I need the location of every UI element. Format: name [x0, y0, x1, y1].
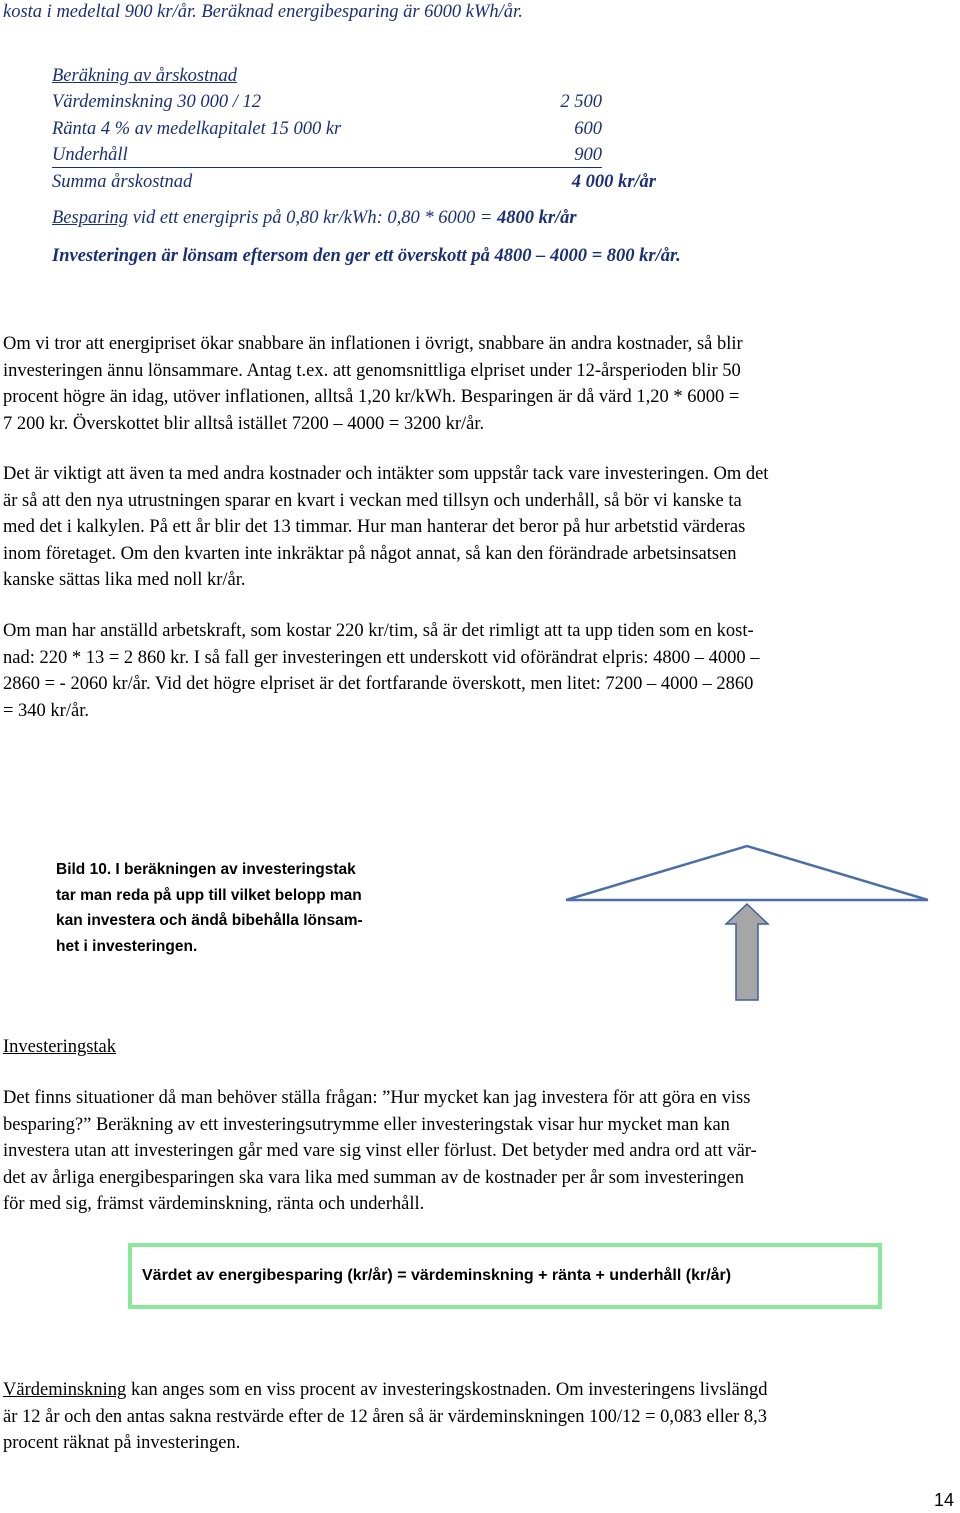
savings-prefix: Besparing [52, 208, 129, 228]
text-line: Det finns situationer då man behöver ställa frågan: ”Hur mycket kan jag investera för att göra en viss [3, 1088, 751, 1108]
calc-row-value: 600 [574, 119, 602, 139]
caption-line: het i investeringen. [56, 937, 198, 955]
text-line: 7 200 kr. Överskottet blir alltså istället 7200 – 4000 = 3200 kr/år. [3, 413, 485, 434]
text-line: investera utan att investeringen går med vare sig vinst eller förlust. Det betyder med andra ord att vär- [3, 1141, 757, 1161]
text-line: procent högre än idag, utöver inflationen, alltså 1,20 kr/kWh. Besparingen är då värd 1,20 * 6000 = [3, 387, 740, 407]
line-rest: kan anges som en viss procent av investeringskostnaden. Om investeringens livslängd [126, 1380, 768, 1400]
paragraph-depreciation [3, 1377, 958, 1457]
text-line [3, 1377, 958, 1404]
caption-line: Bild 10. I beräkningen av investeringstak [56, 861, 356, 878]
text-line: Det är viktigt att även ta med andra kostnader och intäkter som uppstår tack vare investeringen. Om det [3, 464, 769, 484]
savings-mid: vid ett energipris på 0,80 kr/kWh: 0,80 * 6000 = [128, 208, 497, 228]
caption-line: tar man reda på upp till vilket belopp man [56, 886, 362, 904]
calc-row-value: 2 500 [560, 92, 602, 112]
text-line: är 12 år och den antas sakna restvärde efter de 12 åren så är värdeminskningen 100/12 = 0,083 eller 8,3 [3, 1406, 768, 1427]
formula-box [128, 1243, 882, 1309]
calc-heading: Beräkning av årskostnad [52, 66, 237, 86]
conclusion-line: Investeringen är lönsam eftersom den ger ett överskott på 4800 – 4000 = 800 kr/år. [52, 246, 681, 266]
paragraph-energy-price [3, 331, 958, 437]
up-arrow-icon [726, 904, 768, 1000]
figure-caption [56, 857, 436, 959]
investment-ceiling-figure [560, 840, 940, 1010]
caption-line: kan investera och ändå bibehålla lönsam- [56, 912, 363, 929]
savings-result: 4800 kr/år [496, 208, 577, 228]
intro-line: kosta i medeltal 900 kr/år. Beräknad energibesparing är 6000 kWh/år. [3, 2, 523, 22]
section-heading: Investeringstak [3, 1037, 117, 1057]
page-number: 14 [933, 1490, 954, 1510]
text-line: besparing?” Beräkning av ett investeringsutrymme eller investeringstak visar hur mycket man kan [3, 1114, 730, 1135]
roof-shape [566, 846, 928, 900]
savings-line [52, 208, 577, 229]
text-line: procent räknat på investeringen. [3, 1433, 241, 1453]
calc-row-label: Värdeminskning 30 000 / 12 [52, 92, 261, 112]
calc-row-label: Summa årskostnad [52, 172, 193, 192]
calc-row-value: 900 [574, 145, 602, 165]
text-line: är så att den nya utrustningen sparar en kvart i veckan med tillsyn och underhåll, så bör vi kanske ta [3, 490, 742, 511]
text-line: det av årliga energibesparingen ska vara lika med summan av de kostnader per år som investeringen [3, 1167, 744, 1188]
text-line: Om vi tror att energipriset ökar snabbare än inflationen i övrigt, snabbare än andra kostnader, så blir [3, 334, 743, 354]
text-line: Om man har anställd arbetskraft, som kostar 220 kr/tim, så är det rimligt att ta upp tiden som en kost- [3, 621, 754, 641]
calc-row-value: 4 000 kr/år [571, 172, 656, 192]
text-line: = 340 kr/år. [3, 700, 89, 721]
text-line: med det i kalkylen. På ett år blir det 13 timmar. Hur man hanterar det beror på hur arbetstid värderas [3, 517, 746, 537]
formula-text: Värdet av energibesparing (kr/år) = värdeminskning + ränta + underhåll (kr/år) [142, 1267, 732, 1284]
depreciation-term: Värdeminskning [3, 1380, 127, 1400]
text-line: 2860 = - 2060 kr/år. Vid det högre elpriset är det fortfarande överskott, men litet: 7200 – 4000 – 2860 [3, 674, 754, 694]
calc-row [52, 145, 602, 168]
text-line: nad: 220 * 13 = 2 860 kr. I så fall ger investeringen ett underskott vid oförändrat elpris: 4800 – 4000 – [3, 647, 760, 668]
calc-row-label: Underhåll [52, 145, 128, 165]
text-line: kanske sättas lika med noll kr/år. [3, 570, 246, 590]
text-line: för med sig, främst värdeminskning, ränta och underhåll. [3, 1194, 425, 1214]
calc-row-label: Ränta 4 % av medelkapitalet 15 000 kr [52, 119, 342, 139]
paragraph-other-costs [3, 461, 958, 594]
paragraph-labor-cost [3, 618, 958, 724]
paragraph-investment-ceiling [3, 1085, 958, 1218]
text-line: inom företaget. Om den kvarten inte inkräktar på något annat, så kan den förändrade arbetsinsatsen [3, 543, 737, 564]
text-line: investeringen ännu lönsammare. Antag t.ex. att genomsnittliga elpriset under 12-årsperioden blir 50 [3, 360, 741, 381]
